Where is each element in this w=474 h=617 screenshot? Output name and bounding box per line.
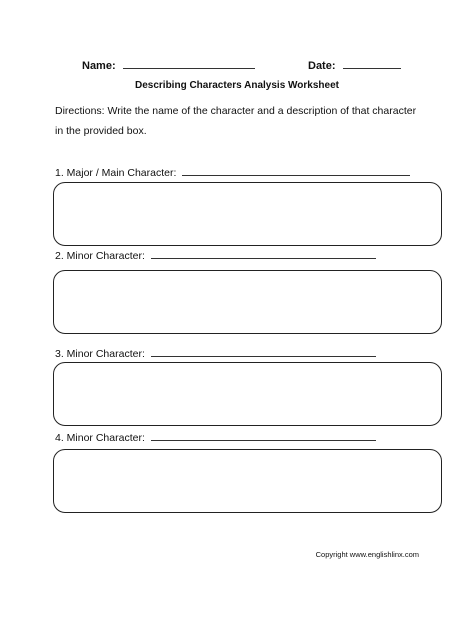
name-field[interactable] xyxy=(123,58,255,69)
section-2 xyxy=(55,248,376,262)
name-label: Name: xyxy=(82,60,116,72)
character-name-field[interactable] xyxy=(151,430,376,441)
character-name-field[interactable] xyxy=(151,248,376,259)
section-4 xyxy=(55,430,376,444)
date-field[interactable] xyxy=(343,58,401,69)
date-row xyxy=(308,56,401,74)
description-box-1[interactable] xyxy=(53,182,442,246)
name-row xyxy=(82,56,255,74)
description-box-4[interactable] xyxy=(53,449,442,513)
section-label: 1. Major / Main Character: xyxy=(55,167,177,179)
worksheet-title: Describing Characters Analysis Worksheet xyxy=(135,80,339,91)
section-1 xyxy=(55,165,410,179)
description-box-3[interactable] xyxy=(53,362,442,426)
section-label: 4. Minor Character: xyxy=(55,432,145,444)
description-box-2[interactable] xyxy=(53,270,442,334)
directions-text: Directions: Write the name of the character and a description of that character in the provided box. xyxy=(55,105,417,137)
section-label: 2. Minor Character: xyxy=(55,250,145,262)
section-3 xyxy=(55,346,376,360)
copyright-text: Copyright www.englishlinx.com xyxy=(315,550,419,559)
character-name-field[interactable] xyxy=(151,346,376,357)
date-label: Date: xyxy=(308,60,336,72)
character-name-field[interactable] xyxy=(182,165,410,176)
section-label: 3. Minor Character: xyxy=(55,348,145,360)
